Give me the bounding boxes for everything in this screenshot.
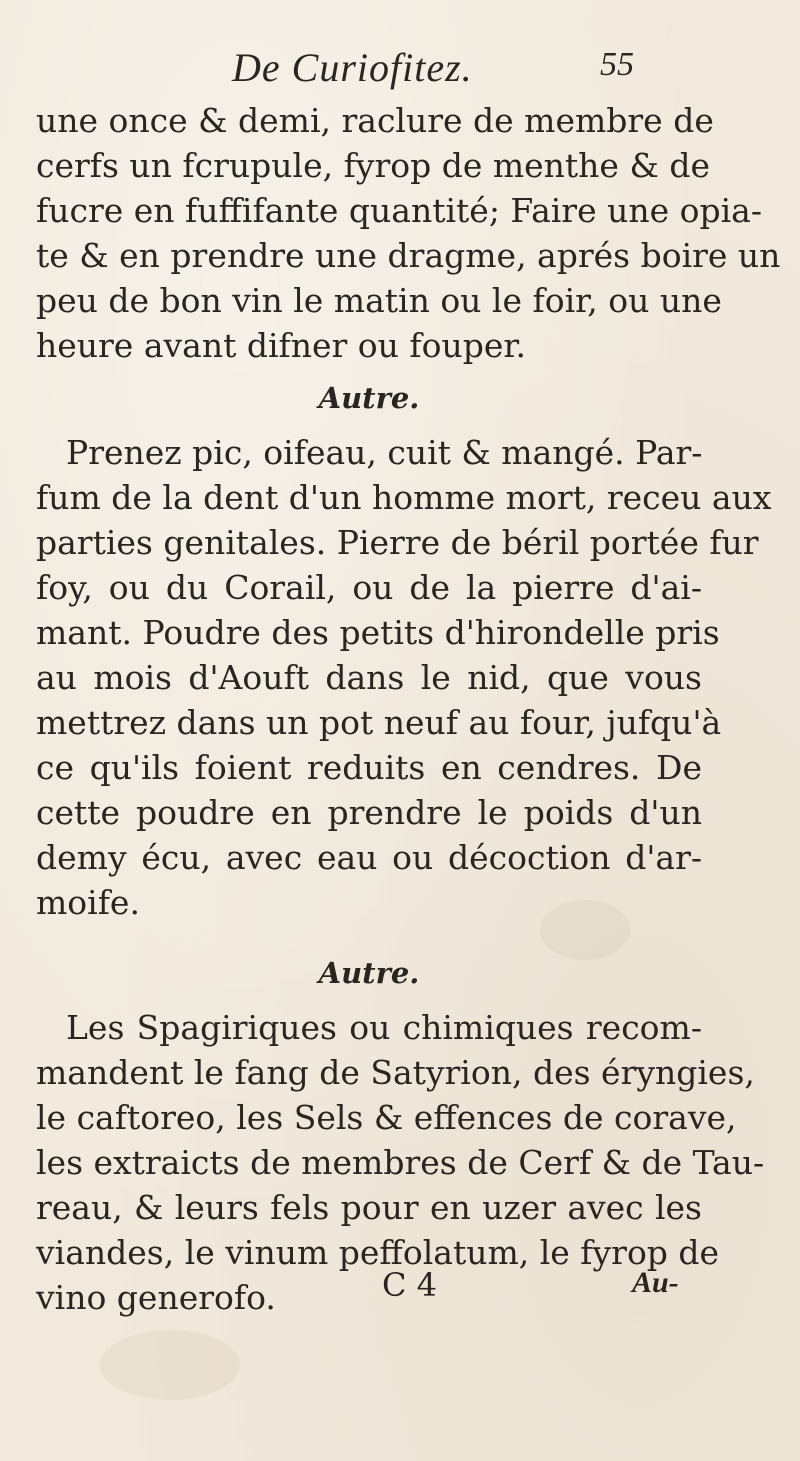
page-footer <box>0 1266 800 1316</box>
section-heading: Autre. <box>318 381 420 415</box>
text-line: cerfs un fcrupule, fyrop de menthe & de <box>36 146 710 185</box>
text-line: heure avant difner ou fouper. <box>36 326 527 365</box>
text-line: te & en prendre une dragme, aprés boire un <box>36 236 781 275</box>
text-line: Prenez pic, oifeau, cuit & mangé. Par- <box>66 433 703 472</box>
text-line: mant. Poudre des petits d'hirondelle pris <box>36 613 720 652</box>
section-heading: Autre. <box>318 956 420 990</box>
catchword: Au- <box>632 1266 679 1299</box>
paragraph-recipe-end <box>36 98 781 368</box>
text-line: moife. <box>36 883 140 922</box>
paragraph-autre-1 <box>36 430 772 925</box>
text-line: mettrez dans un pot neuf au four, jufqu'à <box>36 703 722 742</box>
text-line: une once & demi, raclure de membre de <box>36 101 714 140</box>
text-line: Les Spagiriques ou chimiques recom- <box>66 1008 702 1047</box>
text-line: au mois d'Aouft dans le nid, que vous <box>36 658 702 697</box>
text-line: fum de la dent d'un homme mort, receu aux <box>36 478 772 517</box>
paper-stain <box>100 1330 240 1400</box>
running-head <box>0 44 800 94</box>
running-title: De Curiofitez. <box>232 45 473 90</box>
text-line: viandes, le vinum peffolatum, le fyrop de <box>36 1233 720 1272</box>
text-line: mandent le fang de Satyrion, des éryngies, <box>36 1053 755 1092</box>
text-line: les extraicts de membres de Cerf & de Tau- <box>36 1143 765 1182</box>
signature-mark: C 4 <box>382 1266 438 1304</box>
text-line: fucre en fuffifante quantité; Faire une opia- <box>36 191 762 230</box>
text-line: parties genitales. Pierre de béril portée fur <box>36 523 759 562</box>
page-number: 55 <box>600 46 634 83</box>
body-text <box>36 98 781 1320</box>
text-line: cette poudre en prendre le poids d'un <box>36 793 702 832</box>
text-line: demy écu, avec eau ou décoction d'ar- <box>36 838 702 877</box>
text-line: peu de bon vin le matin ou le foir, ou une <box>36 281 722 320</box>
text-line: reau, & leurs fels pour en uzer avec les <box>36 1188 702 1227</box>
text-line: ce qu'ils foient reduits en cendres. De <box>36 748 702 787</box>
text-line: le caftoreo, les Sels & effences de corave, <box>36 1098 737 1137</box>
text-line: vino generofo. <box>36 1278 276 1317</box>
text-line: foy, ou du Corail, ou de la pierre d'ai- <box>36 568 702 607</box>
